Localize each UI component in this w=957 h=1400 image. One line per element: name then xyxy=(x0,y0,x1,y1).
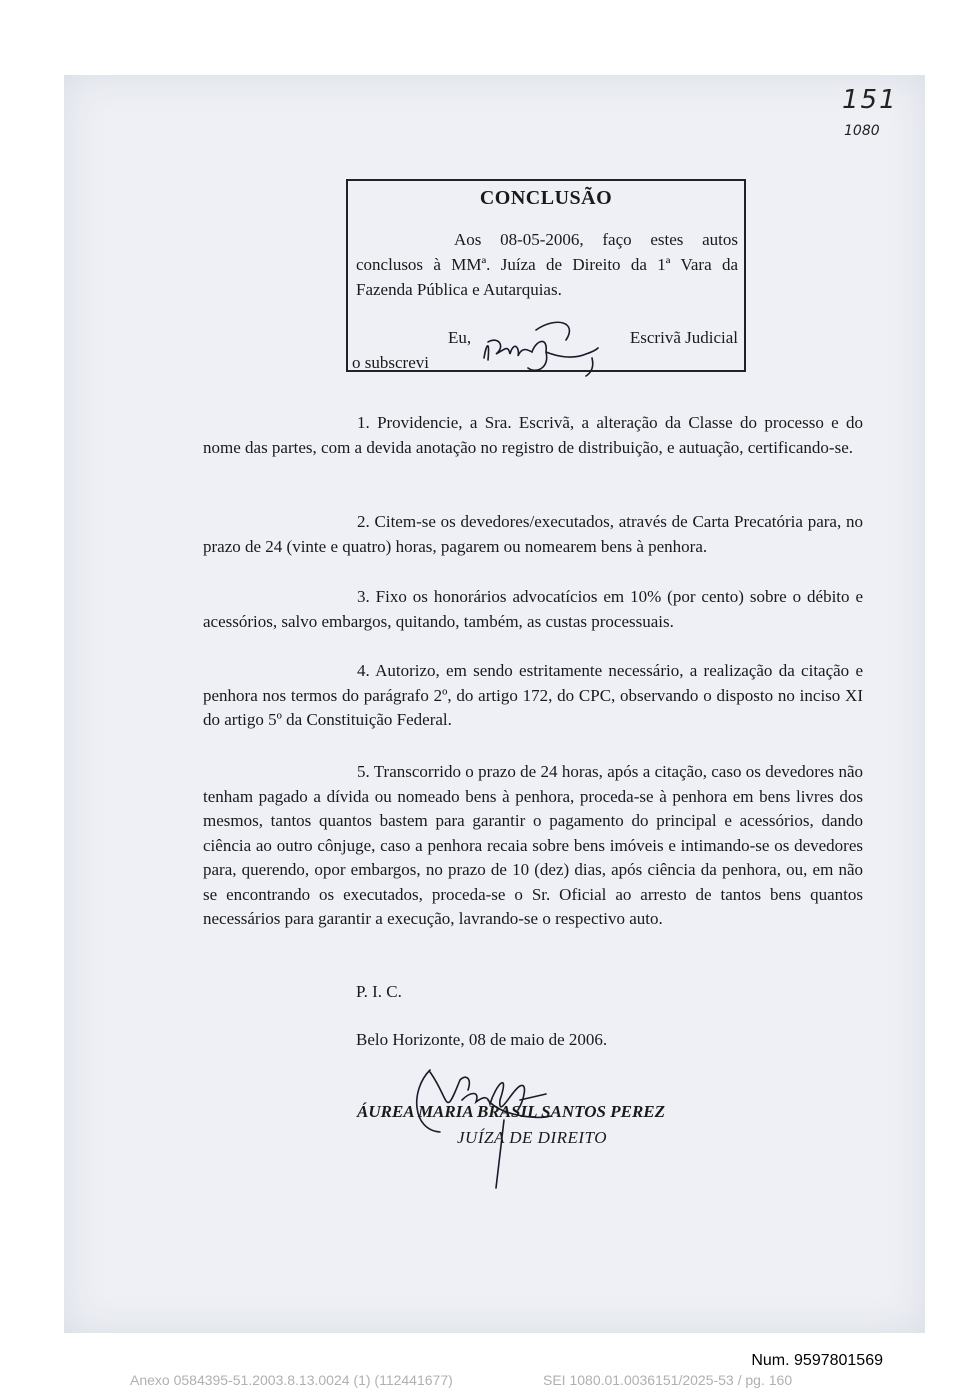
judge-role: JUÍZA DE DIREITO xyxy=(457,1128,607,1147)
conclusao-eu: Eu, xyxy=(448,328,472,347)
conclusao-escriva: Escrivã Judicial xyxy=(629,328,738,347)
paragraph-5-text: 5. Transcorrido o prazo de 24 horas, após a citação, caso os devedores não tenham pagado a dívida ou nomeado bens à penhora, proceda-se à penhora em bens livres dos mesmos, tantos quantos bastem para garantir o pagamento do principal e acessórios, dando ciência ao outro cônjuge, caso a penhora recaia sobre bens imóveis e intimando-se os devedores para, querendo, opor embargos, no prazo de 10 (dez) dias, após ciência da penhora, ou, em não se encontrando os executados, proceda-se o Sr. Oficial ao arresto de tantos bens quantos necessários para garantir a execução, lavrando-se o respectivo auto. xyxy=(203,762,863,928)
paragraph-1-text: 1. Providencie, a Sra. Escrivã, a alteração da Classe do processo e do nome das partes, com a devida anotação no registro de distribuição, e autuação, certificando-se. xyxy=(203,413,863,457)
paragraph-2 xyxy=(203,510,863,559)
document-number: Num. 9597801569 xyxy=(751,1352,883,1369)
sei-reference: SEI 1080.01.0036151/2025-53 / pg. 160 xyxy=(543,1372,793,1388)
paragraph-1 xyxy=(203,411,863,460)
conclusao-body-text: Aos 08-05-2006, faço estes autos conclusos à MMª. Juíza de Direito da 1ª Vara da Fazenda Pública e Autarquias. xyxy=(356,230,738,299)
date-line: Belo Horizonte, 08 de maio de 2006. xyxy=(356,1030,608,1049)
conclusao-body xyxy=(356,227,738,302)
handwritten-page-sub: 1080 xyxy=(844,123,880,139)
handwritten-page-number: 151 xyxy=(842,85,898,115)
judge-name: ÁUREA MARIA BRASIL SANTOS PEREZ xyxy=(357,1102,666,1121)
paragraph-4-text: 4. Autorizo, em sendo estritamente necessário, a realização da citação e penhora nos termos do parágrafo 2º, do artigo 172, do CPC, observando o disposto no inciso XI do artigo 5º da Constituição Federal. xyxy=(203,661,863,729)
conclusao-subscrevi: o subscrevi xyxy=(352,353,429,372)
paragraph-3-text: 3. Fixo os honorários advocatícios em 10% (por cento) sobre o débito e acessórios, salvo embargos, quitando, também, as custas processuais. xyxy=(203,587,863,631)
paragraph-2-text: 2. Citem-se os devedores/executados, através de Carta Precatória para, no prazo de 24 (vinte e quatro) horas, pagarem ou nomearem bens à penhora. xyxy=(203,512,863,556)
paragraph-5 xyxy=(203,760,863,932)
escriva-signature xyxy=(476,310,626,380)
judge-signature xyxy=(400,1060,580,1200)
paragraph-4 xyxy=(203,659,863,733)
pic-line: P. I. C. xyxy=(356,982,402,1001)
page-number-mark xyxy=(842,85,912,155)
paragraph-3 xyxy=(203,585,863,634)
annex-reference: Anexo 0584395-51.2003.8.13.0024 (1) (112441677) xyxy=(130,1372,453,1388)
conclusao-title: CONCLUSÃO xyxy=(479,187,613,209)
